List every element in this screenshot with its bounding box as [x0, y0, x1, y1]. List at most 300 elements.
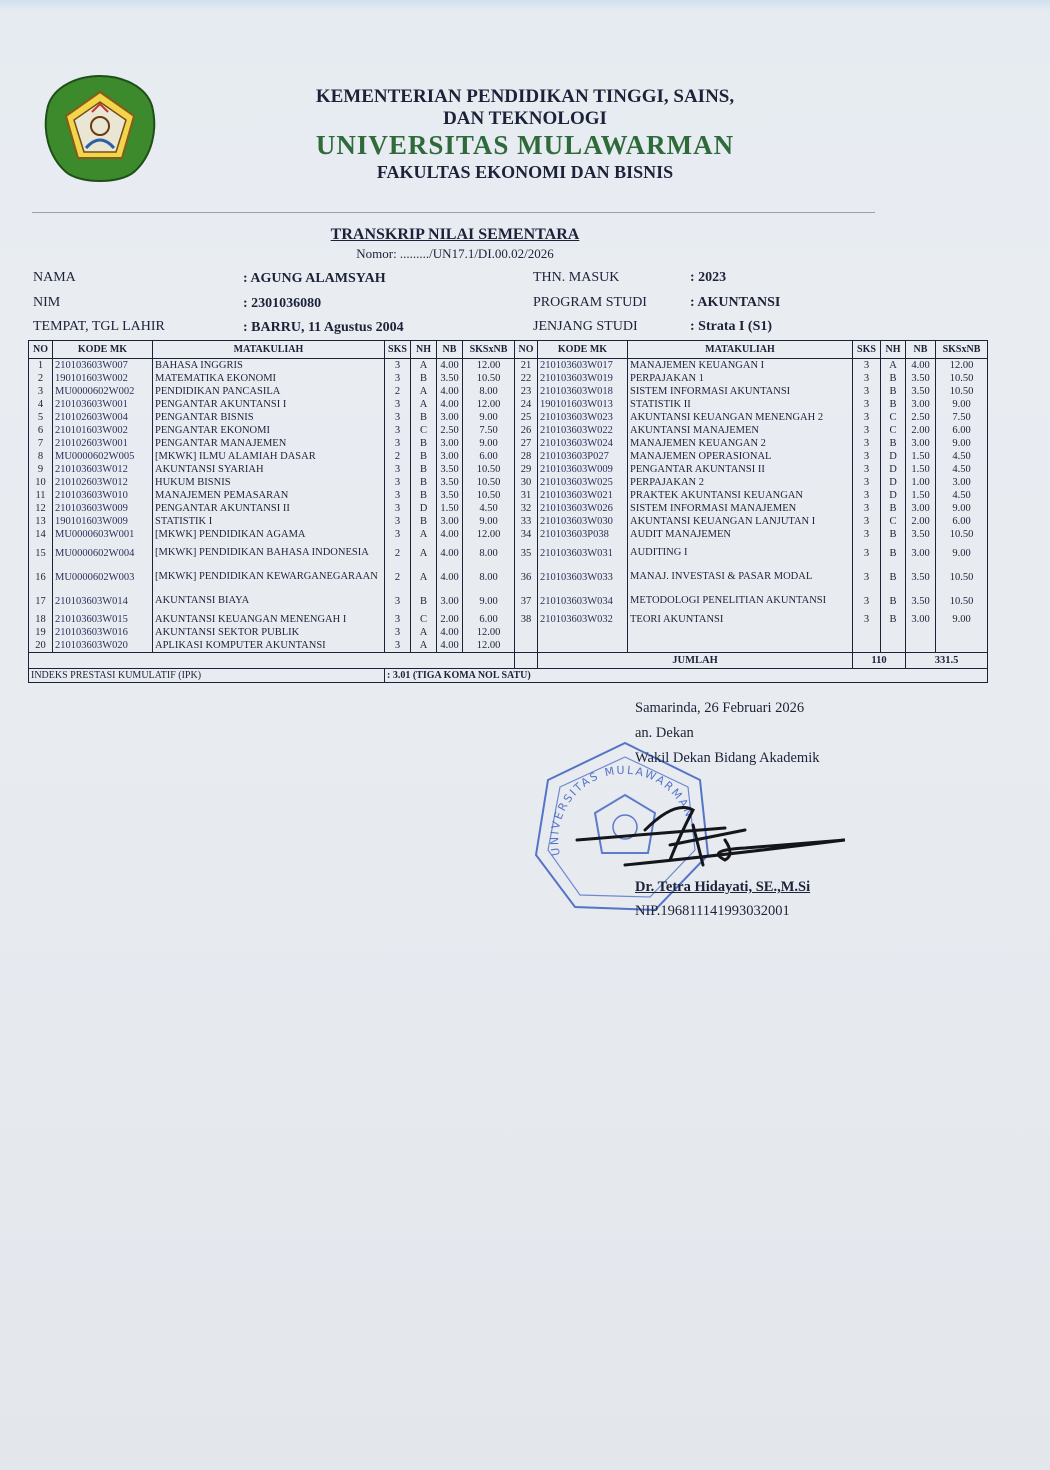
- cell-kode-mk: 210103603W016: [53, 626, 153, 639]
- cell-nh: C: [411, 424, 437, 437]
- cell-sks: 3: [385, 398, 411, 411]
- total-sksxnb: 331.5: [906, 653, 988, 669]
- cell-no: 17: [29, 589, 53, 613]
- cell-sks: 3: [385, 639, 411, 653]
- cell-matakuliah: [MKWK] PENDIDIKAN KEWARGANEGARAAN: [153, 565, 385, 589]
- cell-no: 38: [515, 613, 538, 626]
- cell-sksxnb: 6.00: [936, 515, 988, 528]
- cell-sksxnb: 4.50: [936, 489, 988, 502]
- table-row: [29, 515, 988, 528]
- cell-nh: B: [881, 613, 906, 626]
- cell-sks: 3: [853, 359, 881, 373]
- cell-nh: B: [881, 437, 906, 450]
- table-row: [29, 424, 988, 437]
- masuk-value: : 2023: [690, 270, 727, 285]
- cell-kode-mk: 210103603W018: [538, 385, 628, 398]
- table-row: [29, 613, 988, 626]
- cell-nb: 3.50: [906, 565, 936, 589]
- cell-nh: B: [411, 450, 437, 463]
- cell-sksxnb: 7.50: [463, 424, 515, 437]
- cell-nh: B: [411, 411, 437, 424]
- cell-nb: 2.00: [437, 613, 463, 626]
- cell-sksxnb: 12.00: [463, 639, 515, 653]
- cell-matakuliah: PENDIDIKAN PANCASILA: [153, 385, 385, 398]
- cell-sks: 3: [385, 411, 411, 424]
- cell-sksxnb: 12.00: [463, 359, 515, 373]
- cell-nh: B: [411, 589, 437, 613]
- cell-sks: 3: [853, 489, 881, 502]
- cell-nh: C: [881, 411, 906, 424]
- cell-nh: A: [881, 359, 906, 373]
- cell-kode-mk: [538, 639, 628, 653]
- cell-sks: 3: [853, 437, 881, 450]
- table-row: [29, 476, 988, 489]
- cell-matakuliah: [MKWK] PENDIDIKAN BAHASA INDONESIA: [153, 541, 385, 565]
- header-no: NO: [29, 341, 53, 359]
- cell-no: 31: [515, 489, 538, 502]
- cell-matakuliah: BAHASA INGGRIS: [153, 359, 385, 373]
- table-row: [29, 639, 988, 653]
- cell-no: 7: [29, 437, 53, 450]
- cell-no: 25: [515, 411, 538, 424]
- cell-nh: D: [881, 450, 906, 463]
- cell-matakuliah: [628, 626, 853, 639]
- table-row: [29, 463, 988, 476]
- cell-nb: [906, 639, 936, 653]
- cell-no: 14: [29, 528, 53, 541]
- cell-matakuliah: AKUNTANSI BIAYA: [153, 589, 385, 613]
- cell-kode-mk: 210103603P027: [538, 450, 628, 463]
- cell-nh: A: [411, 541, 437, 565]
- blank-cell: [29, 653, 515, 669]
- cell-kode-mk: 210103603W022: [538, 424, 628, 437]
- cell-nb: 3.50: [437, 489, 463, 502]
- cell-nb: 3.00: [906, 398, 936, 411]
- cell-nh: D: [881, 476, 906, 489]
- cell-no: [515, 626, 538, 639]
- cell-nb: 4.00: [437, 541, 463, 565]
- cell-kode-mk: 210103603W030: [538, 515, 628, 528]
- cell-matakuliah: STATISTIK I: [153, 515, 385, 528]
- faculty-name: FAKULTAS EKONOMI DAN BISNIS: [376, 162, 674, 182]
- cell-nh: C: [881, 515, 906, 528]
- cell-sks: 2: [385, 541, 411, 565]
- cell-nb: 3.00: [437, 450, 463, 463]
- cell-sksxnb: [936, 639, 988, 653]
- cell-nb: 1.50: [906, 489, 936, 502]
- header-nh: NH: [881, 341, 906, 359]
- cell-matakuliah: AKUNTANSI KEUANGAN MENENGAH 2: [628, 411, 853, 424]
- cell-kode-mk: 210103603W009: [538, 463, 628, 476]
- nama-value: : AGUNG ALAMSYAH: [243, 271, 386, 286]
- nim-label: NIM: [33, 295, 61, 310]
- table-row: [29, 626, 988, 639]
- cell-sksxnb: 8.00: [463, 565, 515, 589]
- cell-sksxnb: 8.00: [463, 541, 515, 565]
- cell-kode-mk: 190101603W002: [53, 372, 153, 385]
- header-divider: [32, 212, 875, 213]
- table-header-row: [29, 341, 988, 359]
- cell-sks: 3: [385, 613, 411, 626]
- cell-sksxnb: 10.50: [936, 372, 988, 385]
- table-row: [29, 528, 988, 541]
- table-row: [29, 541, 988, 565]
- cell-nb: 2.00: [906, 515, 936, 528]
- cell-nh: D: [881, 489, 906, 502]
- cell-nh: D: [881, 463, 906, 476]
- cell-matakuliah: MANAJEMEN OPERASIONAL: [628, 450, 853, 463]
- table-row: [29, 450, 988, 463]
- cell-no: 21: [515, 359, 538, 373]
- cell-nb: 4.00: [437, 565, 463, 589]
- cell-nh: B: [881, 589, 906, 613]
- cell-matakuliah: MANAJEMEN PEMASARAN: [153, 489, 385, 502]
- cell-sksxnb: 10.50: [936, 528, 988, 541]
- jumlah-row: [29, 653, 988, 669]
- cell-sksxnb: 10.50: [936, 385, 988, 398]
- cell-matakuliah: SISTEM INFORMASI MANAJEMEN: [628, 502, 853, 515]
- cell-matakuliah: PENGANTAR AKUNTANSI II: [628, 463, 853, 476]
- cell-no: 6: [29, 424, 53, 437]
- cell-nb: 3.50: [906, 528, 936, 541]
- cell-kode-mk: [538, 626, 628, 639]
- cell-nb: 3.00: [906, 613, 936, 626]
- cell-sksxnb: 9.00: [463, 411, 515, 424]
- ministry-line-1: KEMENTERIAN PENDIDIKAN TINGGI, SAINS,: [315, 86, 735, 107]
- cell-sksxnb: 6.00: [936, 424, 988, 437]
- cell-nh: B: [881, 385, 906, 398]
- cell-matakuliah: AUDIT MANAJEMEN: [628, 528, 853, 541]
- ministry-line-2: DAN TEKNOLOGI: [443, 108, 607, 129]
- cell-matakuliah: PENGANTAR MANAJEMEN: [153, 437, 385, 450]
- cell-nb: 3.00: [437, 515, 463, 528]
- table-row: [29, 385, 988, 398]
- header-nb: NB: [437, 341, 463, 359]
- cell-sksxnb: 6.00: [463, 613, 515, 626]
- cell-matakuliah: TEORI AKUNTANSI: [628, 613, 853, 626]
- cell-kode-mk: 210103603W019: [538, 372, 628, 385]
- document-number: Nomor: ........./UN17.1/DI.00.02/2026: [356, 246, 554, 261]
- cell-no: 32: [515, 502, 538, 515]
- cell-kode-mk: 210103603W010: [53, 489, 153, 502]
- cell-no: 5: [29, 411, 53, 424]
- table-row: [29, 589, 988, 613]
- cell-nh: B: [411, 437, 437, 450]
- table-row: [29, 359, 988, 373]
- ipk-value: : 3.01 (TIGA KOMA NOL SATU): [385, 669, 988, 683]
- cell-no: 8: [29, 450, 53, 463]
- cell-nb: 3.50: [437, 463, 463, 476]
- on-behalf-of: an. Dekan: [635, 725, 694, 741]
- cell-sks: 3: [385, 502, 411, 515]
- cell-nh: A: [411, 385, 437, 398]
- cell-kode-mk: 210103603W023: [538, 411, 628, 424]
- table-row: [29, 489, 988, 502]
- cell-sks: 3: [385, 463, 411, 476]
- header-nh: NH: [411, 341, 437, 359]
- cell-nb: 4.00: [437, 626, 463, 639]
- table-row: [29, 565, 988, 589]
- cell-nb: 4.00: [437, 385, 463, 398]
- cell-sksxnb: 9.00: [936, 541, 988, 565]
- cell-nb: 3.00: [906, 541, 936, 565]
- header-no: NO: [515, 341, 538, 359]
- cell-nh: C: [411, 613, 437, 626]
- cell-matakuliah: AUDITING I: [628, 541, 853, 565]
- cell-sksxnb: 9.00: [463, 589, 515, 613]
- cell-no: 36: [515, 565, 538, 589]
- cell-kode-mk: 210103603W001: [53, 398, 153, 411]
- cell-sks: 3: [385, 372, 411, 385]
- cell-nb: 3.50: [437, 372, 463, 385]
- cell-sksxnb: 7.50: [936, 411, 988, 424]
- cell-sksxnb: 12.00: [936, 359, 988, 373]
- cell-no: 35: [515, 541, 538, 565]
- cell-nh: B: [881, 502, 906, 515]
- cell-sks: [853, 639, 881, 653]
- cell-matakuliah: HUKUM BISNIS: [153, 476, 385, 489]
- cell-kode-mk: 210103603W009: [53, 502, 153, 515]
- cell-sks: 3: [385, 437, 411, 450]
- cell-nh: B: [411, 372, 437, 385]
- university-name: UNIVERSITAS MULAWARMAN: [315, 130, 735, 160]
- cell-matakuliah: SISTEM INFORMASI AKUNTANSI: [628, 385, 853, 398]
- cell-sksxnb: [936, 626, 988, 639]
- cell-sksxnb: 10.50: [463, 372, 515, 385]
- cell-nb: 1.50: [437, 502, 463, 515]
- cell-nb: 3.50: [906, 385, 936, 398]
- cell-nh: B: [881, 528, 906, 541]
- blank-cell: [515, 653, 538, 669]
- cell-nh: A: [411, 528, 437, 541]
- cell-sksxnb: 3.00: [936, 476, 988, 489]
- cell-sksxnb: 10.50: [463, 489, 515, 502]
- cell-sks: 2: [385, 385, 411, 398]
- cell-nh: B: [411, 476, 437, 489]
- cell-kode-mk: 190101603W009: [53, 515, 153, 528]
- cell-sks: 3: [853, 565, 881, 589]
- table-row: [29, 411, 988, 424]
- header-sks: SKS: [385, 341, 411, 359]
- cell-sksxnb: 12.00: [463, 626, 515, 639]
- cell-no: 26: [515, 424, 538, 437]
- cell-sksxnb: 9.00: [463, 515, 515, 528]
- cell-no: 18: [29, 613, 53, 626]
- cell-matakuliah: PRAKTEK AKUNTANSI KEUANGAN: [628, 489, 853, 502]
- cell-kode-mk: 210103603W033: [538, 565, 628, 589]
- cell-sks: 3: [385, 515, 411, 528]
- cell-nh: A: [411, 398, 437, 411]
- cell-no: 27: [515, 437, 538, 450]
- cell-matakuliah: MANAJEMEN KEUANGAN 2: [628, 437, 853, 450]
- header-sks: SKS: [853, 341, 881, 359]
- cell-matakuliah: PERPAJAKAN 1: [628, 372, 853, 385]
- cell-sks: 3: [853, 515, 881, 528]
- cell-no: 11: [29, 489, 53, 502]
- cell-nb: 4.00: [437, 398, 463, 411]
- cell-sksxnb: 12.00: [463, 398, 515, 411]
- cell-nb: 4.00: [437, 359, 463, 373]
- cell-kode-mk: MU0000602W005: [53, 450, 153, 463]
- cell-kode-mk: 210103603W014: [53, 589, 153, 613]
- cell-no: 19: [29, 626, 53, 639]
- cell-sks: 3: [853, 411, 881, 424]
- header-sksxnb: SKSxNB: [936, 341, 988, 359]
- cell-nh: [881, 639, 906, 653]
- cell-no: 23: [515, 385, 538, 398]
- signer-nip: NIP.196811141993032001: [635, 903, 790, 919]
- prodi-value: : AKUNTANSI: [690, 295, 781, 310]
- header-matakuliah: MATAKULIAH: [153, 341, 385, 359]
- cell-sks: 3: [385, 359, 411, 373]
- cell-sksxnb: 10.50: [463, 476, 515, 489]
- cell-nb: 3.00: [437, 589, 463, 613]
- cell-sks: 3: [385, 626, 411, 639]
- cell-no: 12: [29, 502, 53, 515]
- cell-nb: 3.50: [906, 372, 936, 385]
- cell-sks: 3: [853, 502, 881, 515]
- cell-sksxnb: 12.00: [463, 528, 515, 541]
- cell-sks: 3: [853, 541, 881, 565]
- nim-value: : 2301036080: [243, 296, 322, 311]
- cell-sks: 3: [853, 589, 881, 613]
- cell-sks: 3: [853, 463, 881, 476]
- cell-sksxnb: 10.50: [463, 463, 515, 476]
- place-date: Samarinda, 26 Februari 2026: [635, 700, 805, 716]
- cell-no: 3: [29, 385, 53, 398]
- table-row: [29, 502, 988, 515]
- cell-sks: 3: [853, 613, 881, 626]
- cell-nh: [881, 626, 906, 639]
- cell-nh: A: [411, 359, 437, 373]
- cell-sksxnb: 4.50: [936, 450, 988, 463]
- cell-matakuliah: PERPAJAKAN 2: [628, 476, 853, 489]
- jumlah-label: JUMLAH: [538, 653, 853, 669]
- cell-matakuliah: AKUNTANSI KEUANGAN LANJUTAN I: [628, 515, 853, 528]
- cell-nb: 2.50: [906, 411, 936, 424]
- header-kode-mk: KODE MK: [53, 341, 153, 359]
- cell-kode-mk: 210103603W017: [538, 359, 628, 373]
- signer-name: Dr. Tetra Hidayati, SE.,M.Si: [635, 879, 811, 895]
- cell-matakuliah: [MKWK] ILMU ALAMIAH DASAR: [153, 450, 385, 463]
- svg-text:UNIVERSITAS MULAWARMAN: UNIVERSITAS MULAWARMAN: [548, 763, 697, 857]
- cell-matakuliah: AKUNTANSI SYARIAH: [153, 463, 385, 476]
- cell-matakuliah: MATEMATIKA EKONOMI: [153, 372, 385, 385]
- document-title: TRANSKRIP NILAI SEMENTARA: [330, 226, 580, 243]
- cell-no: 4: [29, 398, 53, 411]
- cell-sks: 3: [853, 450, 881, 463]
- cell-sks: 3: [853, 528, 881, 541]
- cell-sks: 3: [853, 476, 881, 489]
- cell-matakuliah: PENGANTAR EKONOMI: [153, 424, 385, 437]
- cell-sksxnb: 10.50: [936, 589, 988, 613]
- cell-nh: B: [881, 398, 906, 411]
- cell-sksxnb: 4.50: [936, 463, 988, 476]
- cell-no: 22: [515, 372, 538, 385]
- cell-nh: A: [411, 626, 437, 639]
- cell-sks: 3: [385, 489, 411, 502]
- cell-kode-mk: 210101603W002: [53, 424, 153, 437]
- jenjang-value: : Strata I (S1): [690, 319, 773, 334]
- cell-sksxnb: 6.00: [463, 450, 515, 463]
- cell-sks: 3: [385, 528, 411, 541]
- nama-label: NAMA: [33, 270, 76, 285]
- cell-kode-mk: MU0000602W003: [53, 565, 153, 589]
- ttl-value: : BARRU, 11 Agustus 2004: [243, 320, 404, 335]
- cell-matakuliah: MANAJEMEN KEUANGAN I: [628, 359, 853, 373]
- cell-matakuliah: METODOLOGI PENELITIAN AKUNTANSI: [628, 589, 853, 613]
- cell-no: 13: [29, 515, 53, 528]
- cell-no: 1: [29, 359, 53, 373]
- cell-kode-mk: 210103603W012: [53, 463, 153, 476]
- jenjang-label: JENJANG STUDI: [533, 319, 638, 334]
- cell-nb: 3.00: [906, 502, 936, 515]
- ttl-label: TEMPAT, TGL LAHIR: [33, 319, 165, 334]
- cell-kode-mk: 190101603W013: [538, 398, 628, 411]
- cell-kode-mk: 210103603W015: [53, 613, 153, 626]
- cell-sksxnb: 10.50: [936, 565, 988, 589]
- cell-nb: 3.00: [437, 437, 463, 450]
- cell-nb: 3.50: [906, 589, 936, 613]
- cell-sks: 3: [853, 424, 881, 437]
- cell-nb: 3.00: [906, 437, 936, 450]
- cell-matakuliah: AKUNTANSI SEKTOR PUBLIK: [153, 626, 385, 639]
- cell-matakuliah: AKUNTANSI MANAJEMEN: [628, 424, 853, 437]
- header-kode-mk: KODE MK: [538, 341, 628, 359]
- cell-kode-mk: 210102603W001: [53, 437, 153, 450]
- cell-matakuliah: [628, 639, 853, 653]
- cell-matakuliah: AKUNTANSI KEUANGAN MENENGAH I: [153, 613, 385, 626]
- cell-no: 33: [515, 515, 538, 528]
- table-row: [29, 398, 988, 411]
- cell-matakuliah: APLIKASI KOMPUTER AKUNTANSI: [153, 639, 385, 653]
- cell-kode-mk: 210103603W020: [53, 639, 153, 653]
- cell-sksxnb: 8.00: [463, 385, 515, 398]
- cell-no: 37: [515, 589, 538, 613]
- cell-sks: 3: [385, 424, 411, 437]
- cell-sks: 2: [385, 565, 411, 589]
- cell-sks: 3: [385, 476, 411, 489]
- cell-nh: B: [411, 515, 437, 528]
- grades-table: [28, 340, 988, 683]
- header-sksxnb: SKSxNB: [463, 341, 515, 359]
- cell-sks: 2: [385, 450, 411, 463]
- cell-nh: B: [411, 489, 437, 502]
- cell-kode-mk: 210103603W025: [538, 476, 628, 489]
- cell-sks: 3: [853, 372, 881, 385]
- cell-sksxnb: 9.00: [463, 437, 515, 450]
- cell-nb: 4.00: [437, 639, 463, 653]
- cell-kode-mk: MU0000602W002: [53, 385, 153, 398]
- cell-nb: 4.00: [437, 528, 463, 541]
- cell-matakuliah: [MKWK] PENDIDIKAN AGAMA: [153, 528, 385, 541]
- cell-sksxnb: 9.00: [936, 502, 988, 515]
- cell-nb: 2.00: [906, 424, 936, 437]
- cell-sks: 3: [853, 398, 881, 411]
- cell-nb: 3.00: [437, 411, 463, 424]
- cell-kode-mk: 210103603W007: [53, 359, 153, 373]
- cell-no: 9: [29, 463, 53, 476]
- header-nb: NB: [906, 341, 936, 359]
- cell-no: 28: [515, 450, 538, 463]
- cell-matakuliah: PENGANTAR AKUNTANSI II: [153, 502, 385, 515]
- header-matakuliah: MATAKULIAH: [628, 341, 853, 359]
- cell-matakuliah: STATISTIK II: [628, 398, 853, 411]
- cell-sksxnb: 9.00: [936, 398, 988, 411]
- masuk-label: THN. MASUK: [533, 270, 620, 285]
- cell-kode-mk: 210103603W032: [538, 613, 628, 626]
- cell-kode-mk: 210103603P038: [538, 528, 628, 541]
